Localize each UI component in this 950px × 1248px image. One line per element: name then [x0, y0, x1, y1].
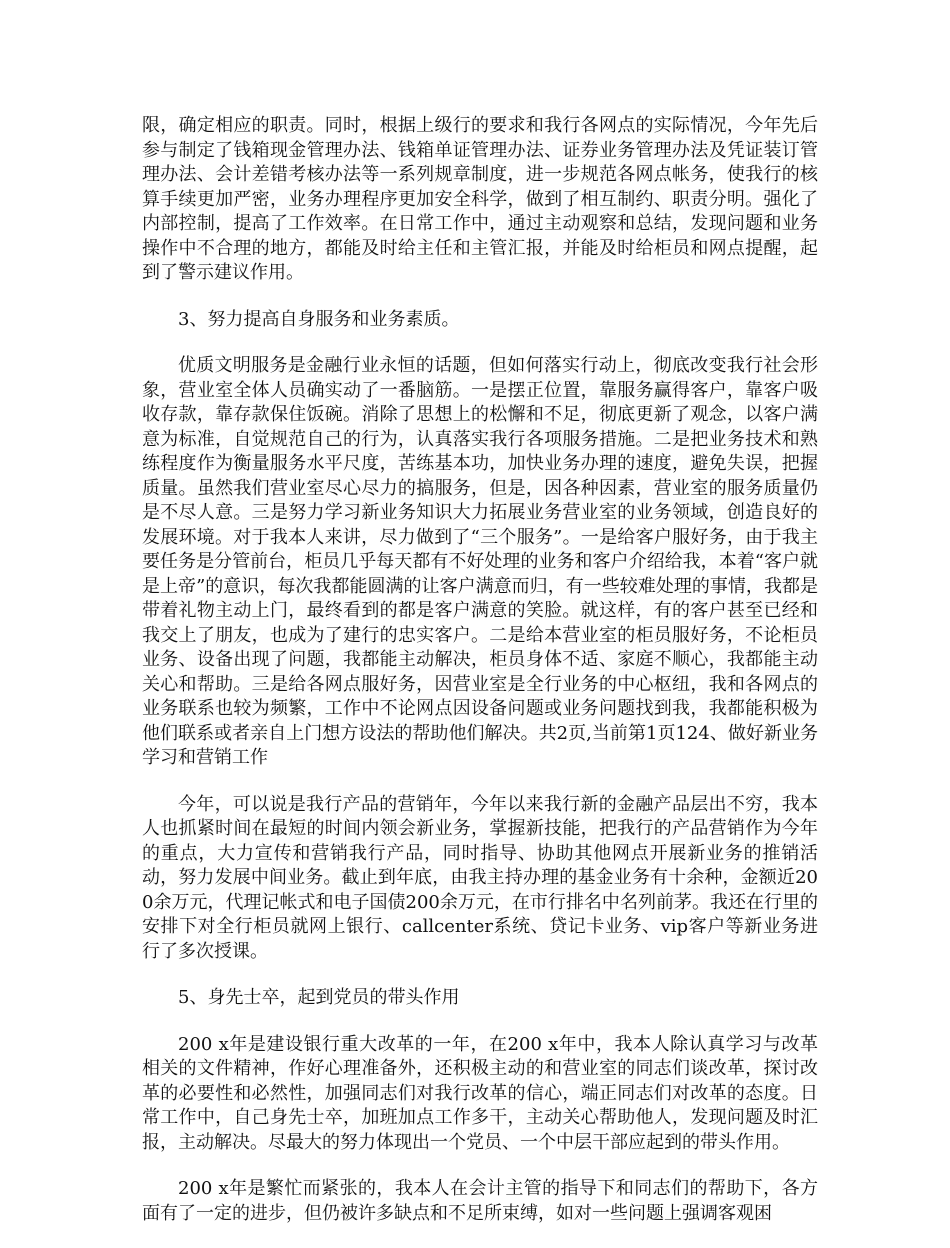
body-paragraph: 200 x年是繁忙而紧张的，我本人在会计主管的指导下和同志们的帮助下，各方面有了一定的进步，但仍被许多缺点和不足所束缚，如对一些问题上强调客观困: [142, 1178, 818, 1224]
body-paragraph: 200 x年是建设银行重大改革的一年，在200 x年中，我本人除认真学习与改革相关的文件精神，作好心理准备外，还积极主动的和营业室的同志们谈改革，探讨改革的必要性和必然性，加强同志们对我行改革的信心，端正同志们对改革的态度。日常工作中，自己身先士卒，加班加点工作多干，主动关心帮助他人，发现问题及时汇报，主动解决。尽最大的努力体现出一个党员、一个中层干部应起到的带头作用。: [142, 1033, 818, 1153]
document-page: [142, 114, 818, 1248]
body-paragraph: 限，确定相应的职责。同时，根据上级行的要求和我行各网点的实际情况，今年先后参与制定了钱箱现金管理办法、钱箱单证管理办法、证券业务管理办法及凭证装订管理办法、会计差错考核办法等一系列规章制度，进一步规范各网点帐务，使我行的核算手续更加严密，业务办理程序更加安全科学，做到了相互制约、职责分明。强化了内部控制，提高了工作效率。在日常工作中，通过主动观察和总结，发现问题和业务操作中不合理的地方，都能及时给主任和主管汇报，并能及时给柜员和网点提醒，起到了警示建议作用。: [142, 115, 818, 283]
section-heading-3: 3、努力提高自身服务和业务素质。: [178, 308, 460, 330]
body-paragraph: 优质文明服务是金融行业永恒的话题，但如何落实行动上，彻底改变我行社会形象，营业室全体人员确实动了一番脑筋。一是摆正位置，靠服务赢得客户，靠客户吸收存款，靠存款保住饭碗。消除了思想上的松懈和不足，彻底更新了观念，以客户满意为标准，自觉规范自己的行为，认真落实我行各项服务措施。二是把业务技术和熟练程度作为衡量服务水平尺度，苦练基本功，加快业务办理的速度，避免失误，把握质量。虽然我们营业室尽心尽力的搞服务，但是，因各种因素，营业室的服务质量仍是不尽人意。三是努力学习新业务知识大力拓展业务营业室的业务领域，创造良好的发展环境。对于我本人来讲，尽力做到了“三个服务”。一是给客户服好务，由于我主要任务是分管前台，柜员几乎每天都有不好处理的业务和客户介绍给我，本着“客户就是上帝”的意识，每次我都能圆满的让客户满意而归，有一些较难处理的事情，我都是带着礼物主动上门，最终看到的都是客户满意的笑脸。就这样，有的客户甚至已经和我交上了朋友，也成为了建行的忠实客户。二是给本营业室的柜员服好务，不论柜员业务、设备出现了问题，我都能主动解决，柜员身体不适、家庭不顺心，我都能主动关心和帮助。三是给各网点服好务，因营业室是全行业务的中心枢纽，我和各网点的业务联系也较为频繁，工作中不论网点因设备问题或业务问题找到我，我都能积极为他们联系或者亲自上门想方设法的帮助他们解决。共2页,当前第1页124、做好新业务学习和营销工作: [142, 355, 818, 768]
section-heading-5: 5、身先士卒，起到党员的带头作用: [178, 987, 460, 1008]
body-paragraph: 今年，可以说是我行产品的营销年，今年以来我行新的金融产品层出不穷，我本人也抓紧时间在最短的时间内领会新业务，掌握新技能，把我行的产品营销作为今年的重点，大力宣传和营销我行产品，同时指导、协助其他网点开展新业务的推销活动，努力发展中间业务。截止到年底，由我主持办理的基金业务有十余种，金额近200余万元，代理记帐式和电子国债200余万元，在市行排名中名列前茅。我还在行里的安排下对全行柜员就网上银行、callcenter系统、贷记卡业务、vip客户等新业务进行了多次授课。: [142, 793, 818, 962]
